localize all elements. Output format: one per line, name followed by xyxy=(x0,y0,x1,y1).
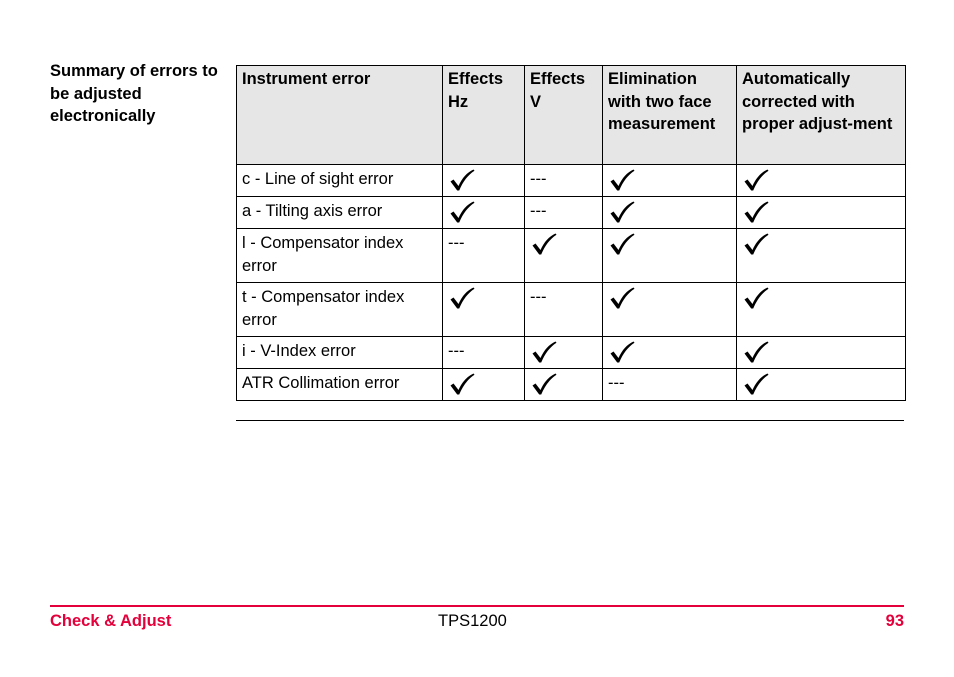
col-header-effects-hz: Effects Hz xyxy=(443,66,525,165)
checkmark-icon xyxy=(530,372,558,396)
checkmark-icon xyxy=(742,286,770,310)
dash-cell xyxy=(443,229,525,283)
dash-text: --- xyxy=(448,342,465,360)
col-header-auto-corrected: Automatically corrected with proper adjust-ment xyxy=(737,66,906,165)
check-cell xyxy=(525,369,603,401)
check-cell xyxy=(737,337,906,369)
check-cell xyxy=(603,197,737,229)
dash-cell xyxy=(525,283,603,337)
checkmark-icon xyxy=(448,168,476,192)
checkmark-icon xyxy=(530,232,558,256)
table-header-row xyxy=(237,66,906,165)
checkmark-icon xyxy=(608,232,636,256)
dash-cell xyxy=(525,197,603,229)
checkmark-icon xyxy=(742,232,770,256)
check-cell xyxy=(525,229,603,283)
check-cell xyxy=(443,283,525,337)
dash-text: --- xyxy=(530,288,547,306)
footer-chapter: Check & Adjust xyxy=(50,612,172,630)
check-cell xyxy=(603,165,737,197)
col-header-effects-v: Effects V xyxy=(525,66,603,165)
checkmark-icon xyxy=(608,200,636,224)
dash-text: --- xyxy=(448,234,465,252)
check-cell xyxy=(737,369,906,401)
dash-text: --- xyxy=(530,202,547,220)
checkmark-icon xyxy=(530,340,558,364)
col-header-instrument-error: Instrument error xyxy=(237,66,443,165)
table-row xyxy=(237,283,906,337)
checkmark-icon xyxy=(742,200,770,224)
checkmark-icon xyxy=(608,168,636,192)
check-cell xyxy=(737,197,906,229)
checkmark-icon xyxy=(742,372,770,396)
check-cell xyxy=(603,337,737,369)
check-cell xyxy=(737,283,906,337)
error-label: i - V-Index error xyxy=(237,337,443,369)
col-header-elimination: Elimination with two face measurement xyxy=(603,66,737,165)
check-cell xyxy=(603,283,737,337)
check-cell xyxy=(603,229,737,283)
dash-text: --- xyxy=(608,374,625,392)
checkmark-icon xyxy=(608,340,636,364)
error-label: ATR Collimation error xyxy=(237,369,443,401)
check-cell xyxy=(737,229,906,283)
error-label: a - Tilting axis error xyxy=(237,197,443,229)
check-cell xyxy=(737,165,906,197)
checkmark-icon xyxy=(608,286,636,310)
checkmark-icon xyxy=(742,168,770,192)
dash-cell xyxy=(603,369,737,401)
checkmark-icon xyxy=(448,200,476,224)
dash-cell xyxy=(443,337,525,369)
table-row xyxy=(237,229,906,283)
checkmark-icon xyxy=(448,286,476,310)
table-row xyxy=(237,165,906,197)
checkmark-icon xyxy=(448,372,476,396)
footer-product: TPS1200 xyxy=(438,612,507,630)
error-label: c - Line of sight error xyxy=(237,165,443,197)
error-label: t - Compensator index error xyxy=(237,283,443,337)
checkmark-icon xyxy=(742,340,770,364)
table-body xyxy=(237,165,906,401)
table-end-rule xyxy=(236,420,904,421)
table-row xyxy=(237,197,906,229)
footer-page-number: 93 xyxy=(885,612,904,630)
check-cell xyxy=(443,197,525,229)
table-row xyxy=(237,337,906,369)
dash-text: --- xyxy=(530,170,547,188)
check-cell xyxy=(443,369,525,401)
error-label: l - Compensator index error xyxy=(237,229,443,283)
check-cell xyxy=(443,165,525,197)
check-cell xyxy=(525,337,603,369)
table-row xyxy=(237,369,906,401)
section-heading: Summary of errors to be adjusted electronically xyxy=(50,62,218,125)
footer-rule xyxy=(50,605,904,607)
dash-cell xyxy=(525,165,603,197)
error-summary-table xyxy=(236,65,906,401)
